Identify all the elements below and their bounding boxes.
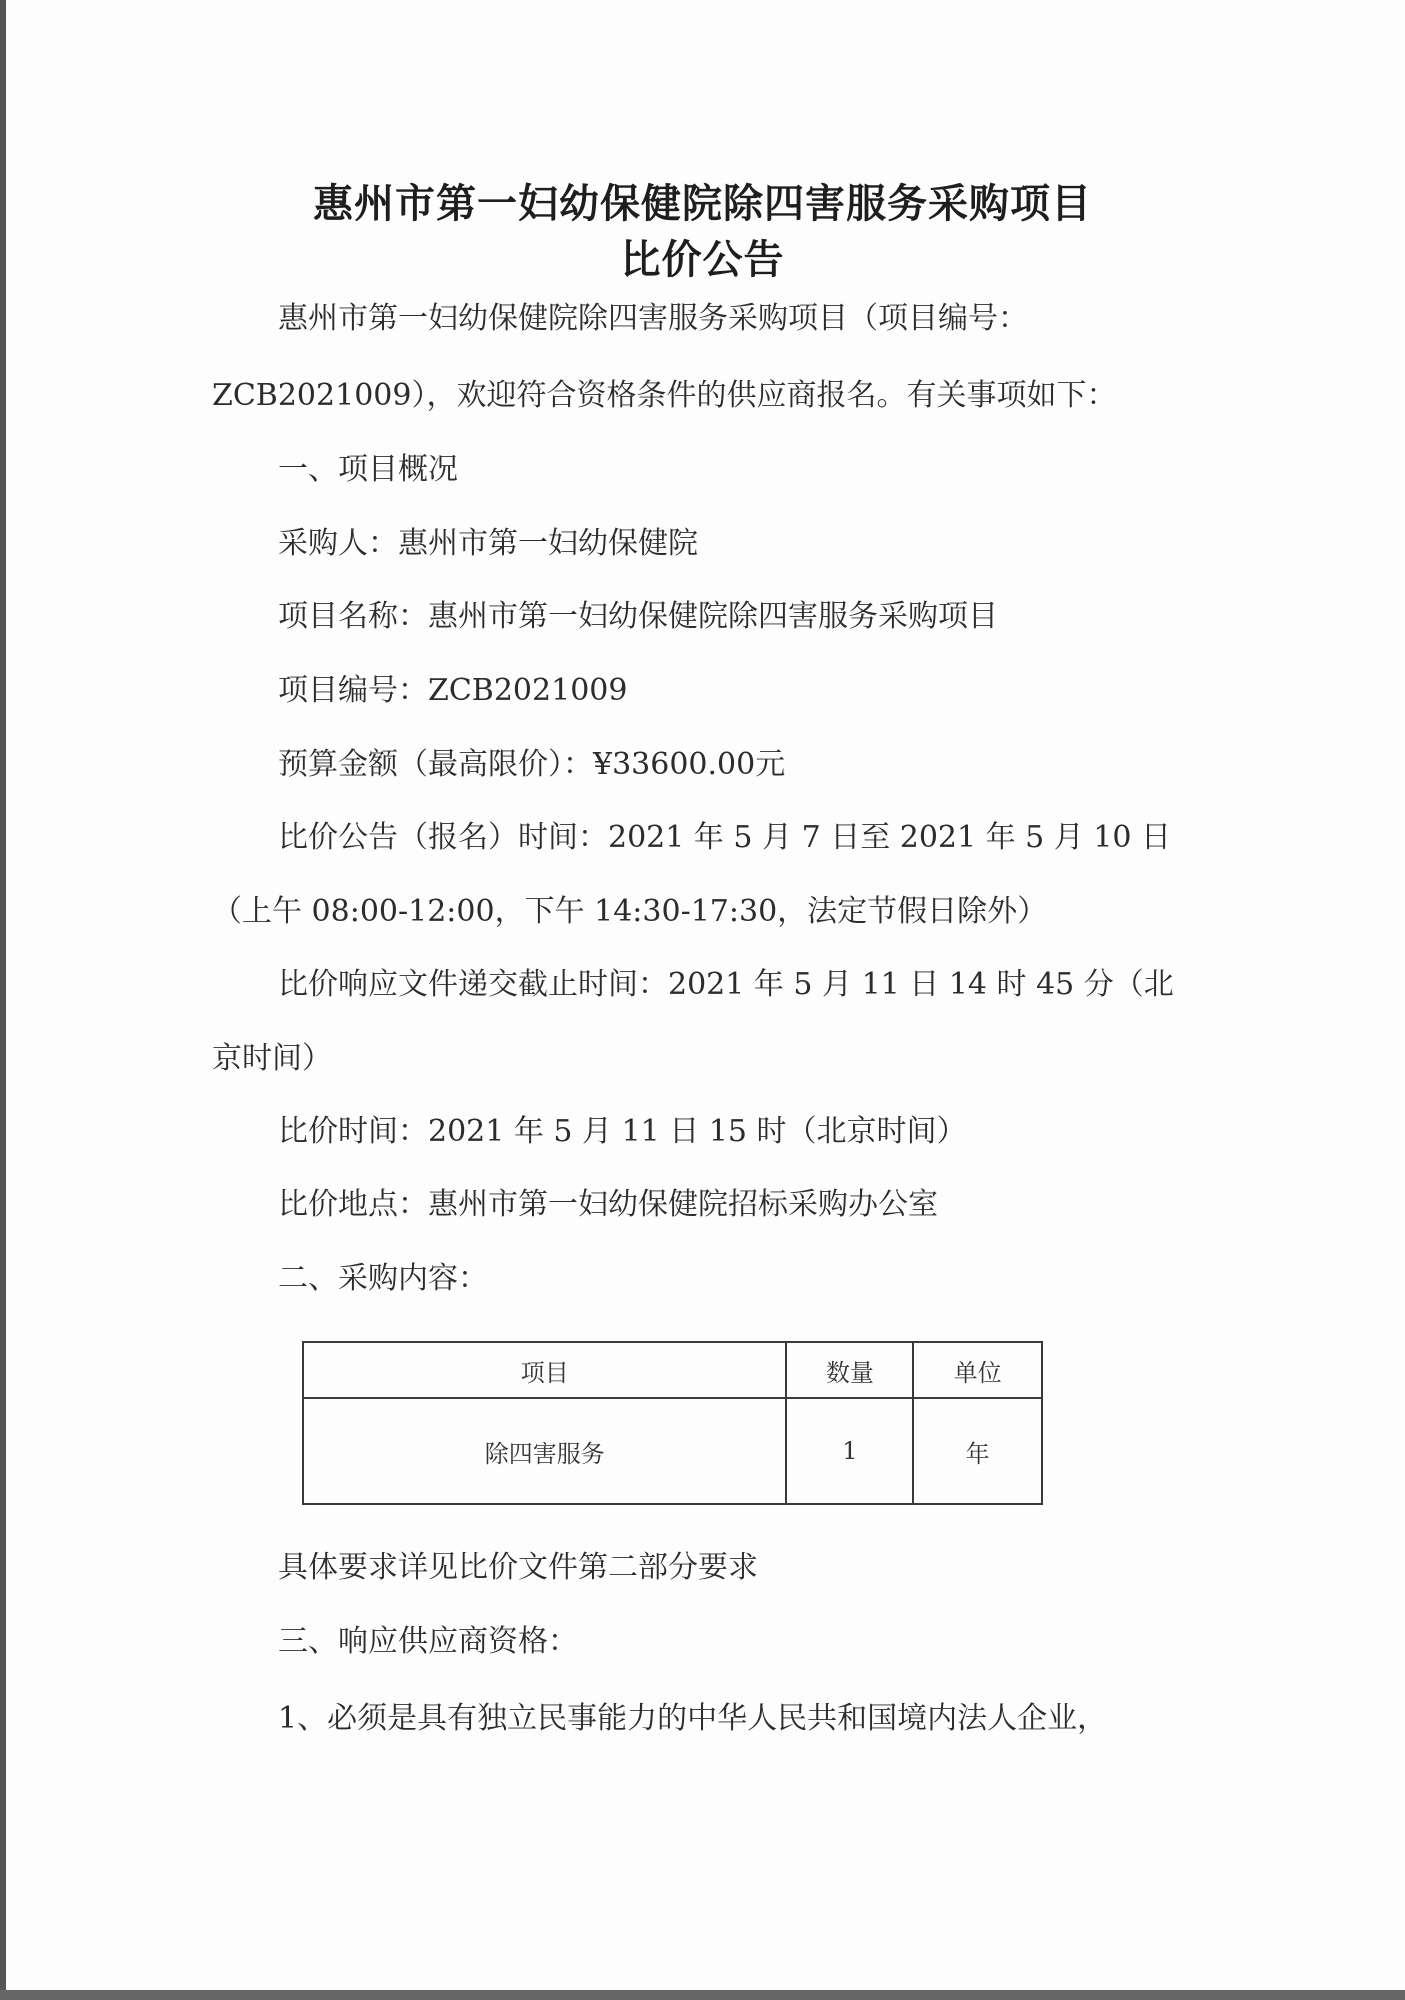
section-3-heading: 三、响应供应商资格： <box>278 1624 578 1659</box>
table-header-cell: 项目 <box>303 1342 786 1398</box>
project-name-line: 项目名称：惠州市第一妇幼保健院除四害服务采购项目 <box>278 599 998 634</box>
intro-line-2: ZCB2021009），欢迎符合资格条件的供应商报名。有关事项如下： <box>212 378 1117 413</box>
compare-place-line: 比价地点：惠州市第一妇幼保健院招标采购办公室 <box>278 1187 938 1222</box>
purchaser-line: 采购人：惠州市第一妇幼保健院 <box>278 526 698 561</box>
document-subtitle: 比价公告 <box>620 237 785 283</box>
intro-line-1: 惠州市第一妇幼保健院除四害服务采购项目（项目编号： <box>278 301 1028 336</box>
project-number-line: 项目编号：ZCB2021009 <box>278 673 628 708</box>
table-cell: 年 <box>913 1398 1042 1504</box>
section-2-heading: 二、采购内容： <box>278 1261 488 1296</box>
table-header-cell: 单位 <box>913 1342 1042 1398</box>
compare-time-line: 比价时间：2021 年 5 月 11 日 15 时（北京时间） <box>278 1114 967 1149</box>
signup-time-line: 比价公告（报名）时间：2021 年 5 月 7 日至 2021 年 5 月 10 日 <box>278 820 1172 855</box>
table-cell: 1 <box>786 1398 913 1504</box>
scan-bottom-edge <box>0 1990 1405 2000</box>
document-title: 惠州市第一妇幼保健院除四害服务采购项目 <box>313 181 1092 227</box>
scan-left-edge <box>0 0 6 2000</box>
table-header-row <box>303 1342 1042 1398</box>
procurement-table <box>302 1341 1043 1505</box>
requirements-note: 具体要求详见比价文件第二部分要求 <box>278 1550 758 1585</box>
signup-hours-line: （上午 08:00-12:00，下午 14:30-17:30，法定节假日除外） <box>212 894 1048 929</box>
deadline-line-2: 京时间） <box>212 1041 332 1076</box>
budget-line: 预算金额（最高限价）：¥33600.00元 <box>278 747 786 782</box>
qualification-item-1: 1、必须是具有独立民事能力的中华人民共和国境内法人企业， <box>278 1701 1108 1736</box>
deadline-line-1: 比价响应文件递交截止时间：2021 年 5 月 11 日 14 时 45 分（北 <box>278 967 1174 1002</box>
table-header-cell: 数量 <box>786 1342 913 1398</box>
table-row <box>303 1398 1042 1504</box>
table-cell: 除四害服务 <box>303 1398 786 1504</box>
section-1-heading: 一、项目概况 <box>278 452 458 487</box>
